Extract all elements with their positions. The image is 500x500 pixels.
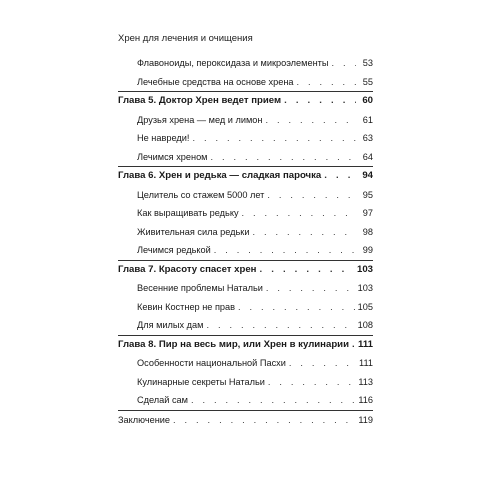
toc-top-entry [118, 410, 373, 430]
toc-entry-page: 95 [362, 189, 373, 200]
toc-chapter-entry [118, 91, 373, 111]
toc-entry [118, 373, 373, 392]
toc-leader-dots [266, 279, 355, 298]
toc-entry-page: 111 [359, 358, 373, 368]
toc-entry [118, 111, 373, 130]
toc-chapter-title: Глава 5. Доктор Хрен ведет прием [118, 95, 282, 106]
toc-entry-title: Кевин Костнер не прав [137, 301, 236, 312]
toc-leader-dots [242, 204, 356, 223]
toc-leader-dots [206, 316, 354, 335]
toc-leader-dots [331, 54, 356, 73]
toc-entry [118, 204, 373, 223]
toc-entry-page: 98 [362, 226, 373, 237]
toc-entry-page: 111 [358, 338, 373, 350]
toc-entry-page: 55 [362, 76, 373, 87]
toc-entry [118, 298, 373, 317]
toc-entry [118, 54, 373, 73]
toc-leader-dots [297, 73, 356, 92]
toc-entry-page: 108 [357, 320, 373, 330]
toc-entry [118, 223, 373, 242]
toc-entry-title: Особенности национальной Пасхи [137, 358, 286, 368]
running-header: Хрен для лечения и очищения [118, 33, 253, 44]
toc-entry-page: 116 [358, 395, 373, 405]
toc-entry-title: Заключение [118, 414, 171, 425]
toc-leader-dots [192, 129, 356, 148]
toc-chapter-entry [118, 260, 373, 280]
toc-entry [118, 186, 373, 205]
toc-entry-title: Весенние проблемы Натальи [137, 283, 263, 293]
toc-entry-page: 103 [356, 263, 373, 275]
toc-entry [118, 241, 373, 260]
toc-leader-dots [191, 391, 355, 410]
toc-entry [118, 148, 373, 167]
toc-leader-dots [289, 354, 356, 373]
toc-leader-dots [259, 261, 354, 280]
toc-entry-page: 94 [362, 170, 373, 181]
toc-leader-dots [267, 186, 356, 205]
toc-entry [118, 391, 373, 410]
toc-entry-title: Для милых дам [137, 320, 204, 330]
toc-entry-page: 64 [362, 151, 373, 162]
toc-entry-title: Друзья хрена — мед и лимон [137, 114, 263, 125]
toc-leader-dots [173, 411, 355, 430]
toc-entry-page: 60 [362, 95, 373, 106]
toc-entry [118, 129, 373, 148]
toc-entry [118, 354, 373, 373]
table-of-contents [118, 54, 373, 429]
toc-entry-title: Кулинарные секреты Натальи [137, 376, 265, 387]
toc-entry-page: 103 [357, 283, 373, 293]
toc-entry-title: Лечимся хреном [137, 151, 208, 162]
toc-leader-dots [268, 373, 355, 392]
toc-leader-dots [324, 167, 356, 186]
toc-leader-dots [265, 111, 356, 130]
toc-entry-title: Сделай сам [137, 395, 188, 405]
toc-entry-title: Лечимся редькой [137, 245, 211, 255]
toc-leader-dots [214, 241, 356, 260]
toc-entry-page: 53 [362, 58, 373, 68]
toc-entry-title: Не навреди! [137, 133, 190, 143]
toc-entry-title: Живительная сила редьки [137, 226, 250, 237]
toc-chapter-title: Глава 7. Красоту спасет хрен [118, 263, 257, 275]
toc-entry-title: Флавоноиды, пероксидаза и микроэлементы [137, 58, 329, 68]
toc-entry-title: Целитель со стажем 5000 лет [137, 189, 265, 200]
toc-entry-title: Лечебные средства на основе хрена [137, 76, 294, 87]
toc-chapter-title: Глава 6. Хрен и редька — сладкая парочка [118, 170, 322, 181]
toc-entry-page: 97 [362, 208, 373, 218]
toc-entry-page: 63 [362, 133, 373, 143]
toc-leader-dots [284, 92, 356, 111]
toc-entry-page: 61 [362, 114, 373, 125]
toc-entry [118, 279, 373, 298]
toc-leader-dots [238, 298, 355, 317]
toc-entry-page: 99 [362, 245, 373, 255]
toc-leader-dots [252, 223, 356, 242]
toc-entry-title: Как выращивать редьку [137, 208, 239, 218]
toc-entry-page: 105 [357, 301, 373, 312]
toc-leader-dots [211, 148, 356, 167]
toc-chapter-title: Глава 8. Пир на весь мир, или Хрен в кулинарии [118, 338, 349, 350]
toc-chapter-entry [118, 166, 373, 186]
toc-chapter-entry [118, 335, 373, 355]
toc-entry-page: 119 [358, 414, 373, 425]
toc-entry [118, 73, 373, 92]
toc-entry-page: 113 [358, 376, 373, 387]
toc-entry [118, 316, 373, 335]
